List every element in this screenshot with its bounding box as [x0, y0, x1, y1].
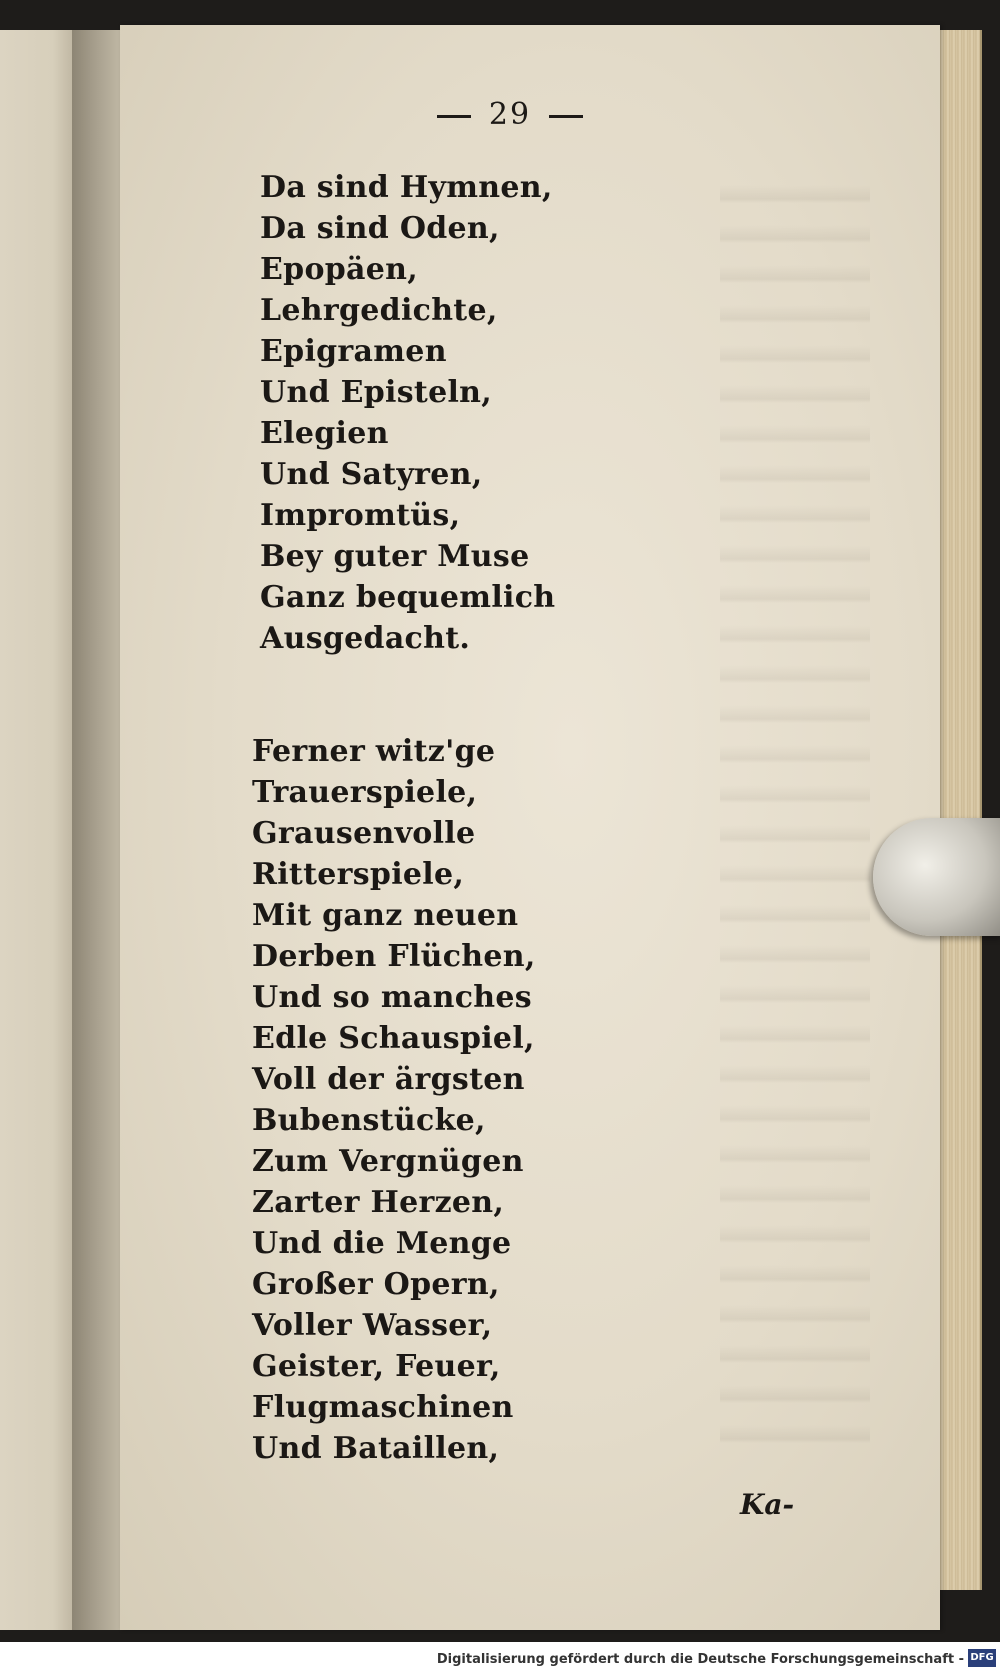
verse-line: Zarter Herzen,: [252, 1185, 505, 1220]
verse-line: Und Episteln,: [260, 375, 493, 410]
verse-line: Geister, Feuer,: [252, 1349, 501, 1384]
verse-line: Epigramen: [260, 334, 447, 369]
verse-line: Elegien: [260, 416, 389, 451]
stanza-1: [260, 167, 555, 659]
verse-line: Grausenvolle: [252, 816, 476, 851]
verse-line: Und Bataillen,: [252, 1431, 500, 1466]
verse-line: Und so manches: [252, 980, 532, 1015]
page-header: [350, 97, 670, 132]
footer-bar: [0, 1642, 1000, 1672]
verse-line: Epopäen,: [260, 252, 419, 287]
dfg-logo-icon: DFG: [968, 1649, 996, 1667]
verse-line: Zum Vergnügen: [252, 1144, 524, 1179]
verse-line: Da sind Oden,: [260, 211, 500, 246]
verse-line: Derben Flüchen,: [252, 939, 536, 974]
show-through-text: [720, 165, 870, 1465]
verse-line: Ritterspiele,: [252, 857, 465, 892]
dash-left: [437, 115, 471, 118]
verse-line: Und Satyren,: [260, 457, 483, 492]
verse-line: Trauerspiele,: [252, 775, 478, 810]
verse-line: Flugmaschinen: [252, 1390, 514, 1425]
verse-line: Edle Schauspiel,: [252, 1021, 535, 1056]
verse-line: Impromtüs,: [260, 498, 461, 533]
catchword: Ka-: [740, 1488, 795, 1521]
verse-line: Großer Opern,: [252, 1267, 500, 1302]
stanza-2: [252, 731, 536, 1469]
book-page: [120, 25, 940, 1630]
verse-line: Bubenstücke,: [252, 1103, 486, 1138]
footer-credit: Digitalisierung gefördert durch die Deutsche Forschungsgemeinschaft -: [436, 1652, 964, 1667]
verse-line: Voll der ärgsten: [252, 1062, 525, 1097]
verse-line: Bey guter Muse: [260, 539, 530, 574]
verse-line: Voller Wasser,: [252, 1308, 493, 1343]
verse-line: Ganz bequemlich: [260, 580, 556, 615]
page-number: 29: [488, 97, 532, 132]
verse-line: Lehrgedichte,: [260, 293, 498, 328]
verse-line: Ferner witz'ge: [252, 734, 496, 769]
verse-line: Und die Menge: [252, 1226, 512, 1261]
verse-line: Mit ganz neuen: [252, 898, 519, 933]
verse-line: Ausgedacht.: [260, 621, 471, 656]
verse-line: Da sind Hymnen,: [260, 170, 553, 205]
dash-right: [549, 115, 583, 118]
page-clip: [873, 818, 1000, 936]
